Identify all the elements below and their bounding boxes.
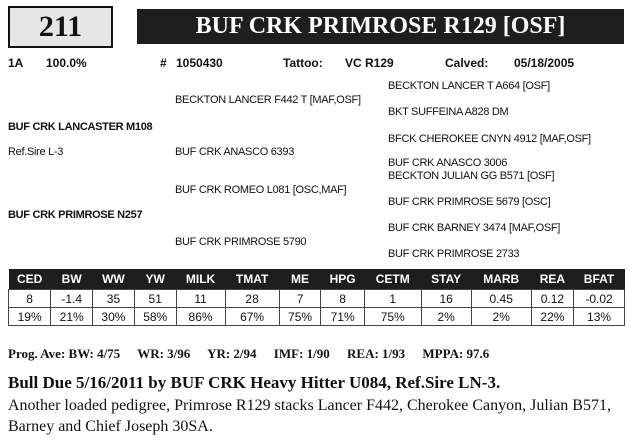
- tattoo-label: Tattoo:: [283, 56, 323, 70]
- epd-header: BW: [51, 269, 93, 290]
- description-note: Another loaded pedigree, Primrose R129 stacks Lancer F442, Cherokee Canyon, Julian B571, Barney and Chief Joseph 30SA.: [8, 397, 611, 435]
- calved-value: 05/18/2005: [514, 56, 575, 70]
- epd-percentile: 75%: [364, 308, 421, 326]
- pedigree-sire-sire: BECKTON LANCER F442 T [MAF,OSF]: [175, 94, 361, 106]
- epd-header: MILK: [176, 269, 225, 290]
- prog-wr: WR: 3/96: [137, 346, 191, 361]
- epd-percentile: 30%: [93, 308, 135, 326]
- epd-value: 28: [225, 290, 279, 308]
- pedigree-dds: BUF CRK BARNEY 3474 [MAF,OSF]: [388, 222, 561, 234]
- epd-value: 35: [93, 290, 135, 308]
- pedigree-dss: BECKTON JULIAN GG B571 [OSF]: [388, 170, 555, 182]
- tattoo-value: VC R129: [345, 56, 394, 70]
- epd-value: 0.45: [471, 290, 531, 308]
- pedigree-sdd: BUF CRK ANASCO 3006: [388, 157, 508, 169]
- epd-table: [8, 269, 625, 326]
- epd-percentile: 58%: [134, 308, 176, 326]
- epd-value: 8: [9, 290, 51, 308]
- epd-value: 51: [134, 290, 176, 308]
- percent: 100.0%: [46, 56, 87, 70]
- pedigree-dam: BUF CRK PRIMROSE N257: [8, 209, 143, 221]
- epd-header: WW: [93, 269, 135, 290]
- progeny-averages: [8, 346, 503, 362]
- pedigree-sire: BUF CRK LANCASTER M108: [8, 121, 153, 133]
- prog-bw: Prog. Ave: BW: 4/75: [8, 346, 121, 361]
- epd-header: HPG: [321, 269, 364, 290]
- epd-value: 0.12: [531, 290, 573, 308]
- epd-percentile: 71%: [321, 308, 364, 326]
- epd-value: 16: [421, 290, 471, 308]
- reg-label: #: [160, 56, 167, 70]
- epd-header-row: [9, 269, 625, 290]
- prog-yr: YR: 2/94: [207, 346, 257, 361]
- pedigree-dam-sire: BUF CRK ROMEO L081 [OSC,MAF]: [175, 184, 347, 196]
- epd-header: STAY: [421, 269, 471, 290]
- epd-percentile: 13%: [574, 308, 625, 326]
- lot-number: 211: [8, 6, 113, 48]
- epd-percentile: 86%: [176, 308, 225, 326]
- prog-imf: IMF: 1/90: [273, 346, 330, 361]
- epd-value: 8: [321, 290, 364, 308]
- reg-number: 1050430: [176, 56, 223, 70]
- pedigree-ddd: BUF CRK PRIMROSE 2733: [388, 248, 520, 260]
- epd-percentile: 2%: [421, 308, 471, 326]
- epd-percentile: 19%: [9, 308, 51, 326]
- epd-header: YW: [134, 269, 176, 290]
- epd-value: 7: [279, 290, 321, 308]
- pedigree-sire-dam: BUF CRK ANASCO 6393: [175, 146, 295, 158]
- epd-value: 1: [364, 290, 421, 308]
- prog-rea: REA: 1/93: [347, 346, 406, 361]
- epd-header: TMAT: [225, 269, 279, 290]
- pedigree-dam-dam: BUF CRK PRIMROSE 5790: [175, 236, 307, 248]
- epd-value: -0.02: [574, 290, 625, 308]
- epd-value: 11: [176, 290, 225, 308]
- epd-percentile: 22%: [531, 308, 573, 326]
- epd-percentile-row: [9, 308, 625, 326]
- pedigree-sire-note: Ref.Sire L-3: [8, 146, 64, 158]
- animal-name-title: BUF CRK PRIMROSE R129 [OSF]: [137, 9, 624, 44]
- epd-percentile: 75%: [279, 308, 321, 326]
- epd-header: BFAT: [574, 269, 625, 290]
- epd-percentile: 2%: [471, 308, 531, 326]
- epd-header: CETM: [364, 269, 421, 290]
- epd-value: -1.4: [51, 290, 93, 308]
- epd-percentile: 67%: [225, 308, 279, 326]
- breeding-note: Bull Due 5/16/2011 by BUF CRK Heavy Hitter U084, Ref.Sire LN-3.: [8, 373, 501, 392]
- prog-mppa: MPPA: 97.6: [422, 346, 490, 361]
- epd-header: ME: [279, 269, 321, 290]
- pedigree-dsd: BUF CRK PRIMROSE 5679 [OSC]: [388, 196, 551, 208]
- epd-value-row: [9, 290, 625, 308]
- pedigree-sds: BFCK CHEROKEE CNYN 4912 [MAF,OSF]: [388, 133, 591, 145]
- epd-header: MARB: [471, 269, 531, 290]
- epd-header: CED: [9, 269, 51, 290]
- epd-percentile: 21%: [51, 308, 93, 326]
- calved-label: Calved:: [445, 56, 489, 70]
- id-code: 1A: [8, 56, 24, 70]
- pedigree-sss: BECKTON LANCER T A664 [OSF]: [388, 80, 550, 92]
- pedigree-ssd: BKT SUFFEINA A828 DM: [388, 106, 509, 118]
- epd-header: REA: [531, 269, 573, 290]
